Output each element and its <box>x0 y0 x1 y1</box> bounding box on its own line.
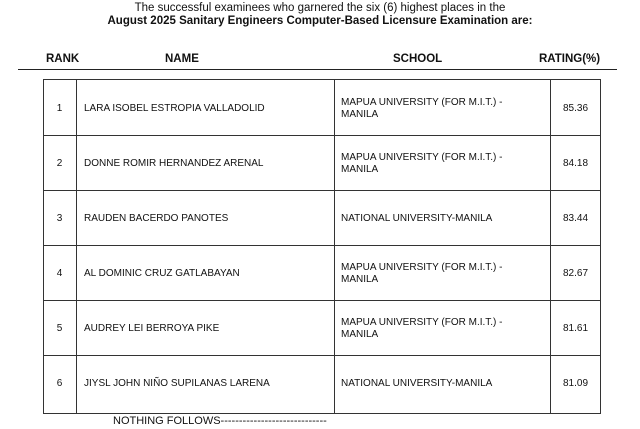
school-line: NATIONAL UNIVERSITY-MANILA <box>341 212 493 224</box>
column-headers <box>0 53 640 69</box>
school-cell <box>341 136 541 191</box>
table-row <box>43 246 601 301</box>
header-rank: RANK <box>46 53 80 65</box>
header-school: SCHOOL <box>393 53 443 65</box>
rank-cell: 6 <box>56 377 63 389</box>
rank-cell: 4 <box>56 267 63 279</box>
table-row <box>43 301 601 356</box>
rating-cell: 82.67 <box>562 267 589 279</box>
rating-cell: 85.36 <box>562 102 589 114</box>
name-cell: LARA ISOBEL ESTROPIA VALLADOLID <box>84 102 265 114</box>
school-cell <box>341 246 541 301</box>
school-line: MANILA <box>341 328 379 340</box>
school-line: MAPUA UNIVERSITY (FOR M.I.T.) - <box>341 262 503 273</box>
school-line: MANILA <box>341 108 379 120</box>
table-row <box>43 136 601 191</box>
header-name: NAME <box>165 53 199 65</box>
rank-cell: 2 <box>56 157 63 169</box>
header-underline <box>18 69 617 70</box>
rank-cell: 3 <box>56 212 63 224</box>
school-cell <box>341 356 541 411</box>
name-cell: DONNE ROMIR HERNANDEZ ARENAL <box>84 157 264 169</box>
rating-cell: 81.09 <box>562 377 589 389</box>
name-cell: JIYSL JOHN NIÑO SUPILANAS LARENA <box>84 377 270 389</box>
rank-cell: 5 <box>56 322 63 334</box>
intro-line-2: August 2025 Sanitary Engineers Computer-Based Licensure Examination are: <box>107 15 533 27</box>
school-line: MANILA <box>341 163 379 175</box>
school-line: MAPUA UNIVERSITY (FOR M.I.T.) - <box>341 152 503 163</box>
rating-cell: 83.44 <box>562 212 589 224</box>
table-row <box>43 356 601 411</box>
rating-cell: 81.61 <box>562 322 589 334</box>
school-cell <box>341 191 541 246</box>
name-cell: AUDREY LEI BERROYA PIKE <box>84 322 220 334</box>
nothing-follows-note: NOTHING FOLLOWS----------------------------- <box>113 415 327 427</box>
school-cell <box>341 81 541 136</box>
intro-text <box>0 2 640 28</box>
rating-cell: 84.18 <box>562 157 589 169</box>
table-row <box>43 191 601 246</box>
school-line: NATIONAL UNIVERSITY-MANILA <box>341 377 493 389</box>
rank-cell: 1 <box>56 102 63 114</box>
school-line: MANILA <box>341 273 379 285</box>
intro-line-1: The successful examinees who garnered the six (6) highest places in the <box>134 2 506 14</box>
name-cell: RAUDEN BACERDO PANOTES <box>84 212 229 224</box>
table-row <box>43 81 601 136</box>
name-cell: AL DOMINIC CRUZ GATLABAYAN <box>84 267 240 279</box>
school-line: MAPUA UNIVERSITY (FOR M.I.T.) - <box>341 317 503 328</box>
school-cell <box>341 301 541 356</box>
header-rating: RATING(%) <box>539 53 601 65</box>
school-line: MAPUA UNIVERSITY (FOR M.I.T.) - <box>341 97 503 108</box>
